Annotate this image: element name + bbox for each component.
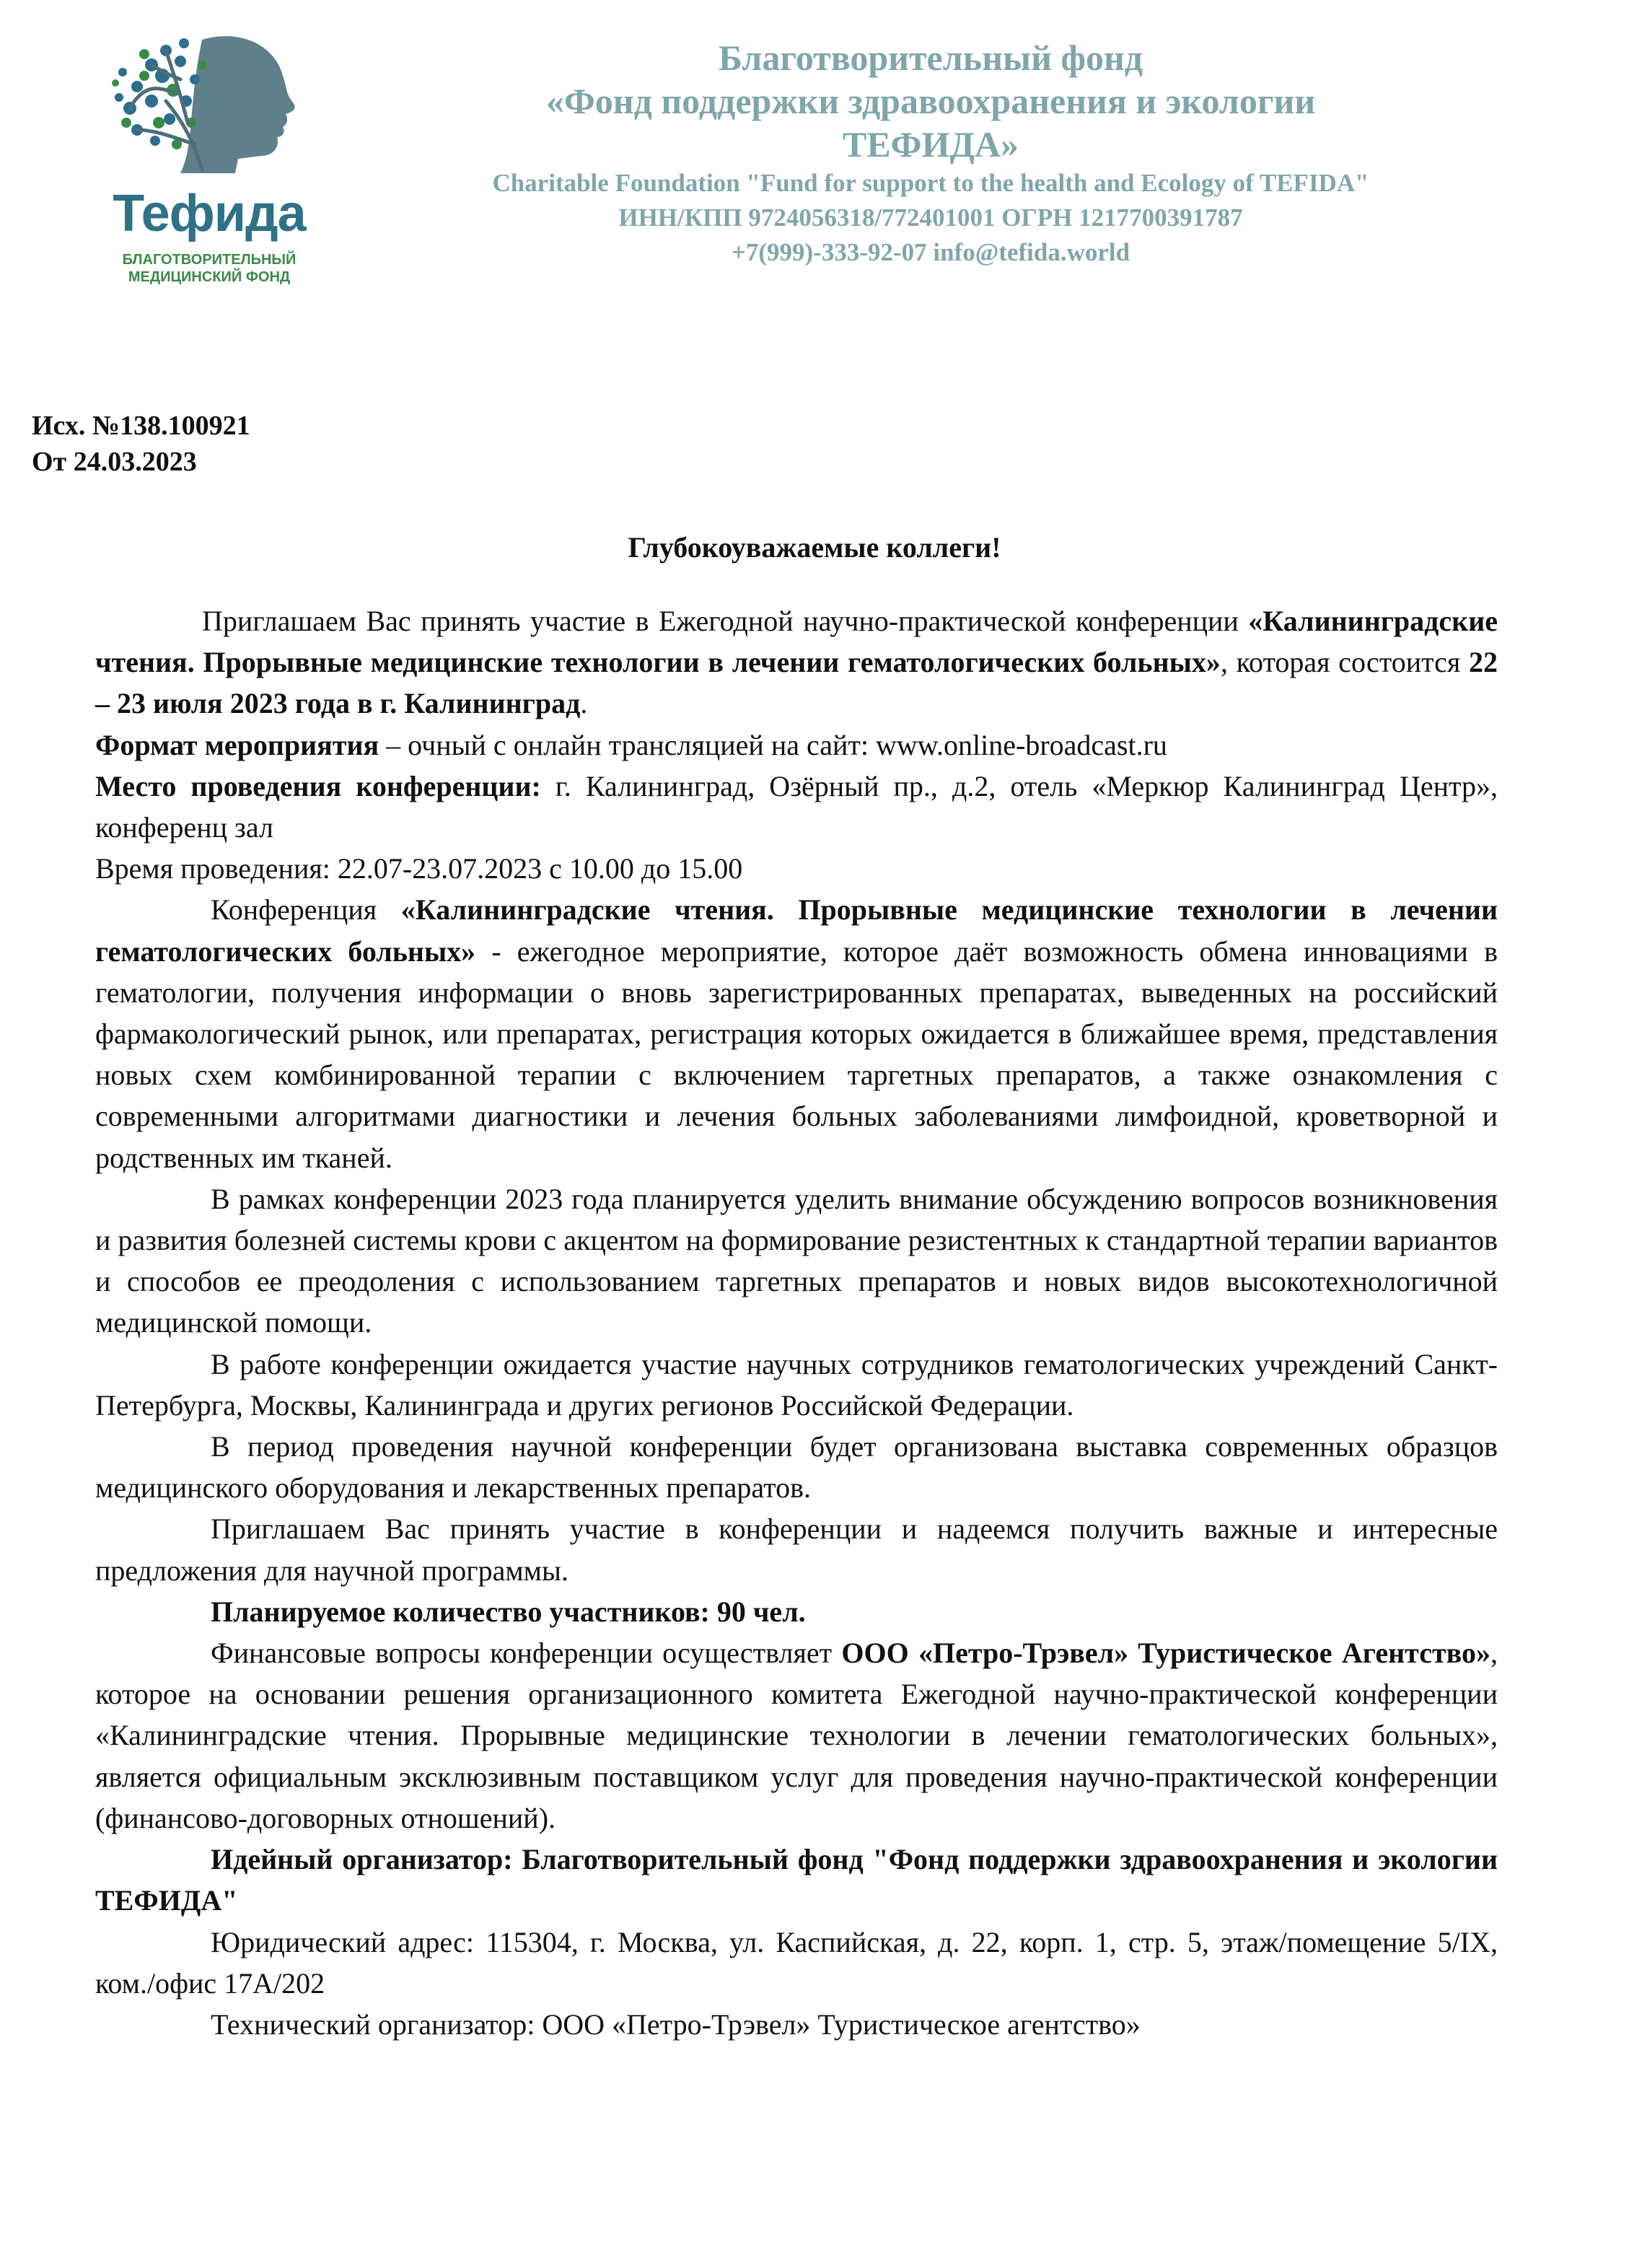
paragraph-tech-organizer: Технический организатор: ООО «Петро-Трэвел» Туристическое агентство»	[211, 2008, 1141, 2041]
format-value: – очный с онлайн трансляцией на сайт: www.online-broadcast.ru	[379, 728, 1167, 761]
foundation-logo	[94, 22, 325, 289]
header-line-foundation: Благотворительный фонд	[718, 38, 1143, 78]
text: , которое на основании решения организационного комитета Ежегодной научно-практической конференции «Калининградские чтения. Прорывные медицинские технологии в лечении гематологических больных», является официальным эксклюзивным поставщиком услуг для проведения научно-практической конференции (финансово-договорных отношений).	[95, 1637, 1498, 1834]
paragraph-count: Планируемое количество участников: 90 чел.	[211, 1595, 806, 1628]
venue-label: Место проведения конференции:	[95, 769, 541, 802]
header-line-contacts: +7(999)-333-92-07 info@tefida.world	[731, 238, 1130, 266]
header-line-tefida: ТЕФИДА»	[842, 124, 1019, 165]
header-line-fund-name: «Фонд поддержки здравоохранения и экологии	[545, 81, 1316, 121]
paragraph-finance	[95, 1632, 1498, 1839]
conference-title: «Калининградские чтения. Прорывные медицинские технологии в лечении гематологических больных»	[95, 605, 1498, 679]
text: Конференция	[211, 893, 401, 927]
paragraph-address: Юридический адрес: 115304, г. Москва, ул. Каспийская, д. 22, корп. 1, стр. 5, этаж/помещение 5/IX, ком./офис 17А/202	[95, 1925, 1498, 2000]
outgoing-number: Исх. №138.100921	[32, 411, 250, 441]
paragraph-participants: В работе конференции ожидается участие научных сотрудников гематологических учреждений Санкт-Петербурга, Москвы, Калининграда и других регионов Российской Федерации.	[95, 1347, 1498, 1422]
tree-head-logo-icon	[94, 22, 325, 180]
text: .	[580, 687, 588, 720]
agency-name: ООО «Петро-Трэвел» Туристическое Агентство»	[841, 1637, 1491, 1670]
conference-title: «Калининградские чтения. Прорывные медицинские технологии в лечении гематологических больных»	[95, 893, 1498, 968]
header-line-inn: ИНН/КПП 9724056318/772401001 ОГРН 1217700391787	[618, 203, 1243, 232]
paragraph-venue	[95, 766, 1498, 848]
logo-subtitle	[94, 251, 325, 286]
header-line-english: Charitable Foundation "Fund for support to the health and Ecology of TEFIDA"	[492, 169, 1369, 197]
text: - ежегодное мероприятие, которое даёт возможность обмена инновациями в гематологии, получения информации о вновь зарегистрированных препаратах, выведенных на российский фармакологический рынок, или препаратах, регистрация которых ожидается в ближайшее время, представления новых схем комбинированной терапии с включением таргетных препаратов, а также ознакомления с современными алгоритмами диагностики и лечения больных заболеваниями лимфоидной, кроветворной и родственных им тканей.	[95, 934, 1498, 1174]
logo-subtitle-line1: БЛАГОТВОРИТЕЛЬНЫЙ	[122, 252, 297, 268]
paragraph-exhibition: В период проведения научной конференции будет организована выставка современных образцов медицинского оборудования и лекарственных препаратов.	[95, 1430, 1498, 1505]
paragraph-format	[95, 724, 1498, 766]
paragraph-focus: В рамках конференции 2023 года планируется уделить внимание обсуждению вопросов возникновения и развития болезней системы крови с акцентом на формирование резистентных к стандартной терапии вариантов и способов ее преодоления с использованием таргетных препаратов и новых видов высокотехнологичной медицинской помощи.	[95, 1182, 1498, 1339]
letterhead	[346, 36, 1515, 270]
paragraph-about	[95, 889, 1498, 1178]
outgoing-date: От 24.03.2023	[32, 447, 197, 477]
paragraph-call: Приглашаем Вас принять участие в конференции и надеемся получить важные и интересные предложения для научной программы.	[95, 1512, 1498, 1587]
format-label: Формат мероприятия	[95, 728, 379, 761]
text: Финансовые вопросы конференции осуществляет	[211, 1637, 842, 1670]
logo-subtitle-line2: МЕДИЦИНСКИЙ ФОНД	[128, 269, 291, 285]
greeting: Глубокоуважаемые коллеги!	[628, 531, 1001, 564]
outgoing-reference	[32, 408, 250, 480]
conference-date-place: 22 – 23 июля 2023 года в г. Калининград	[95, 646, 1498, 720]
text: Приглашаем Вас принять участие в Ежегодной научно-практической конференции	[202, 605, 1249, 637]
paragraph-invitation	[95, 600, 1498, 724]
logo-name: Тефида	[113, 185, 306, 242]
paragraph-time: Время проведения: 22.07-23.07.2023 с 10.00 до 15.00	[95, 852, 743, 885]
paragraph-organizer: Идейный организатор: Благотворительный фонд "Фонд поддержки здравоохранения и экологии ТЕФИДА"	[95, 1843, 1498, 1917]
venue-value: г. Калининград, Озёрный пр., д.2, отель «Меркюр Калининград Центр», конференц зал	[95, 769, 1498, 844]
text: , которая состоится	[1220, 646, 1469, 679]
letter-body	[95, 600, 1498, 2045]
